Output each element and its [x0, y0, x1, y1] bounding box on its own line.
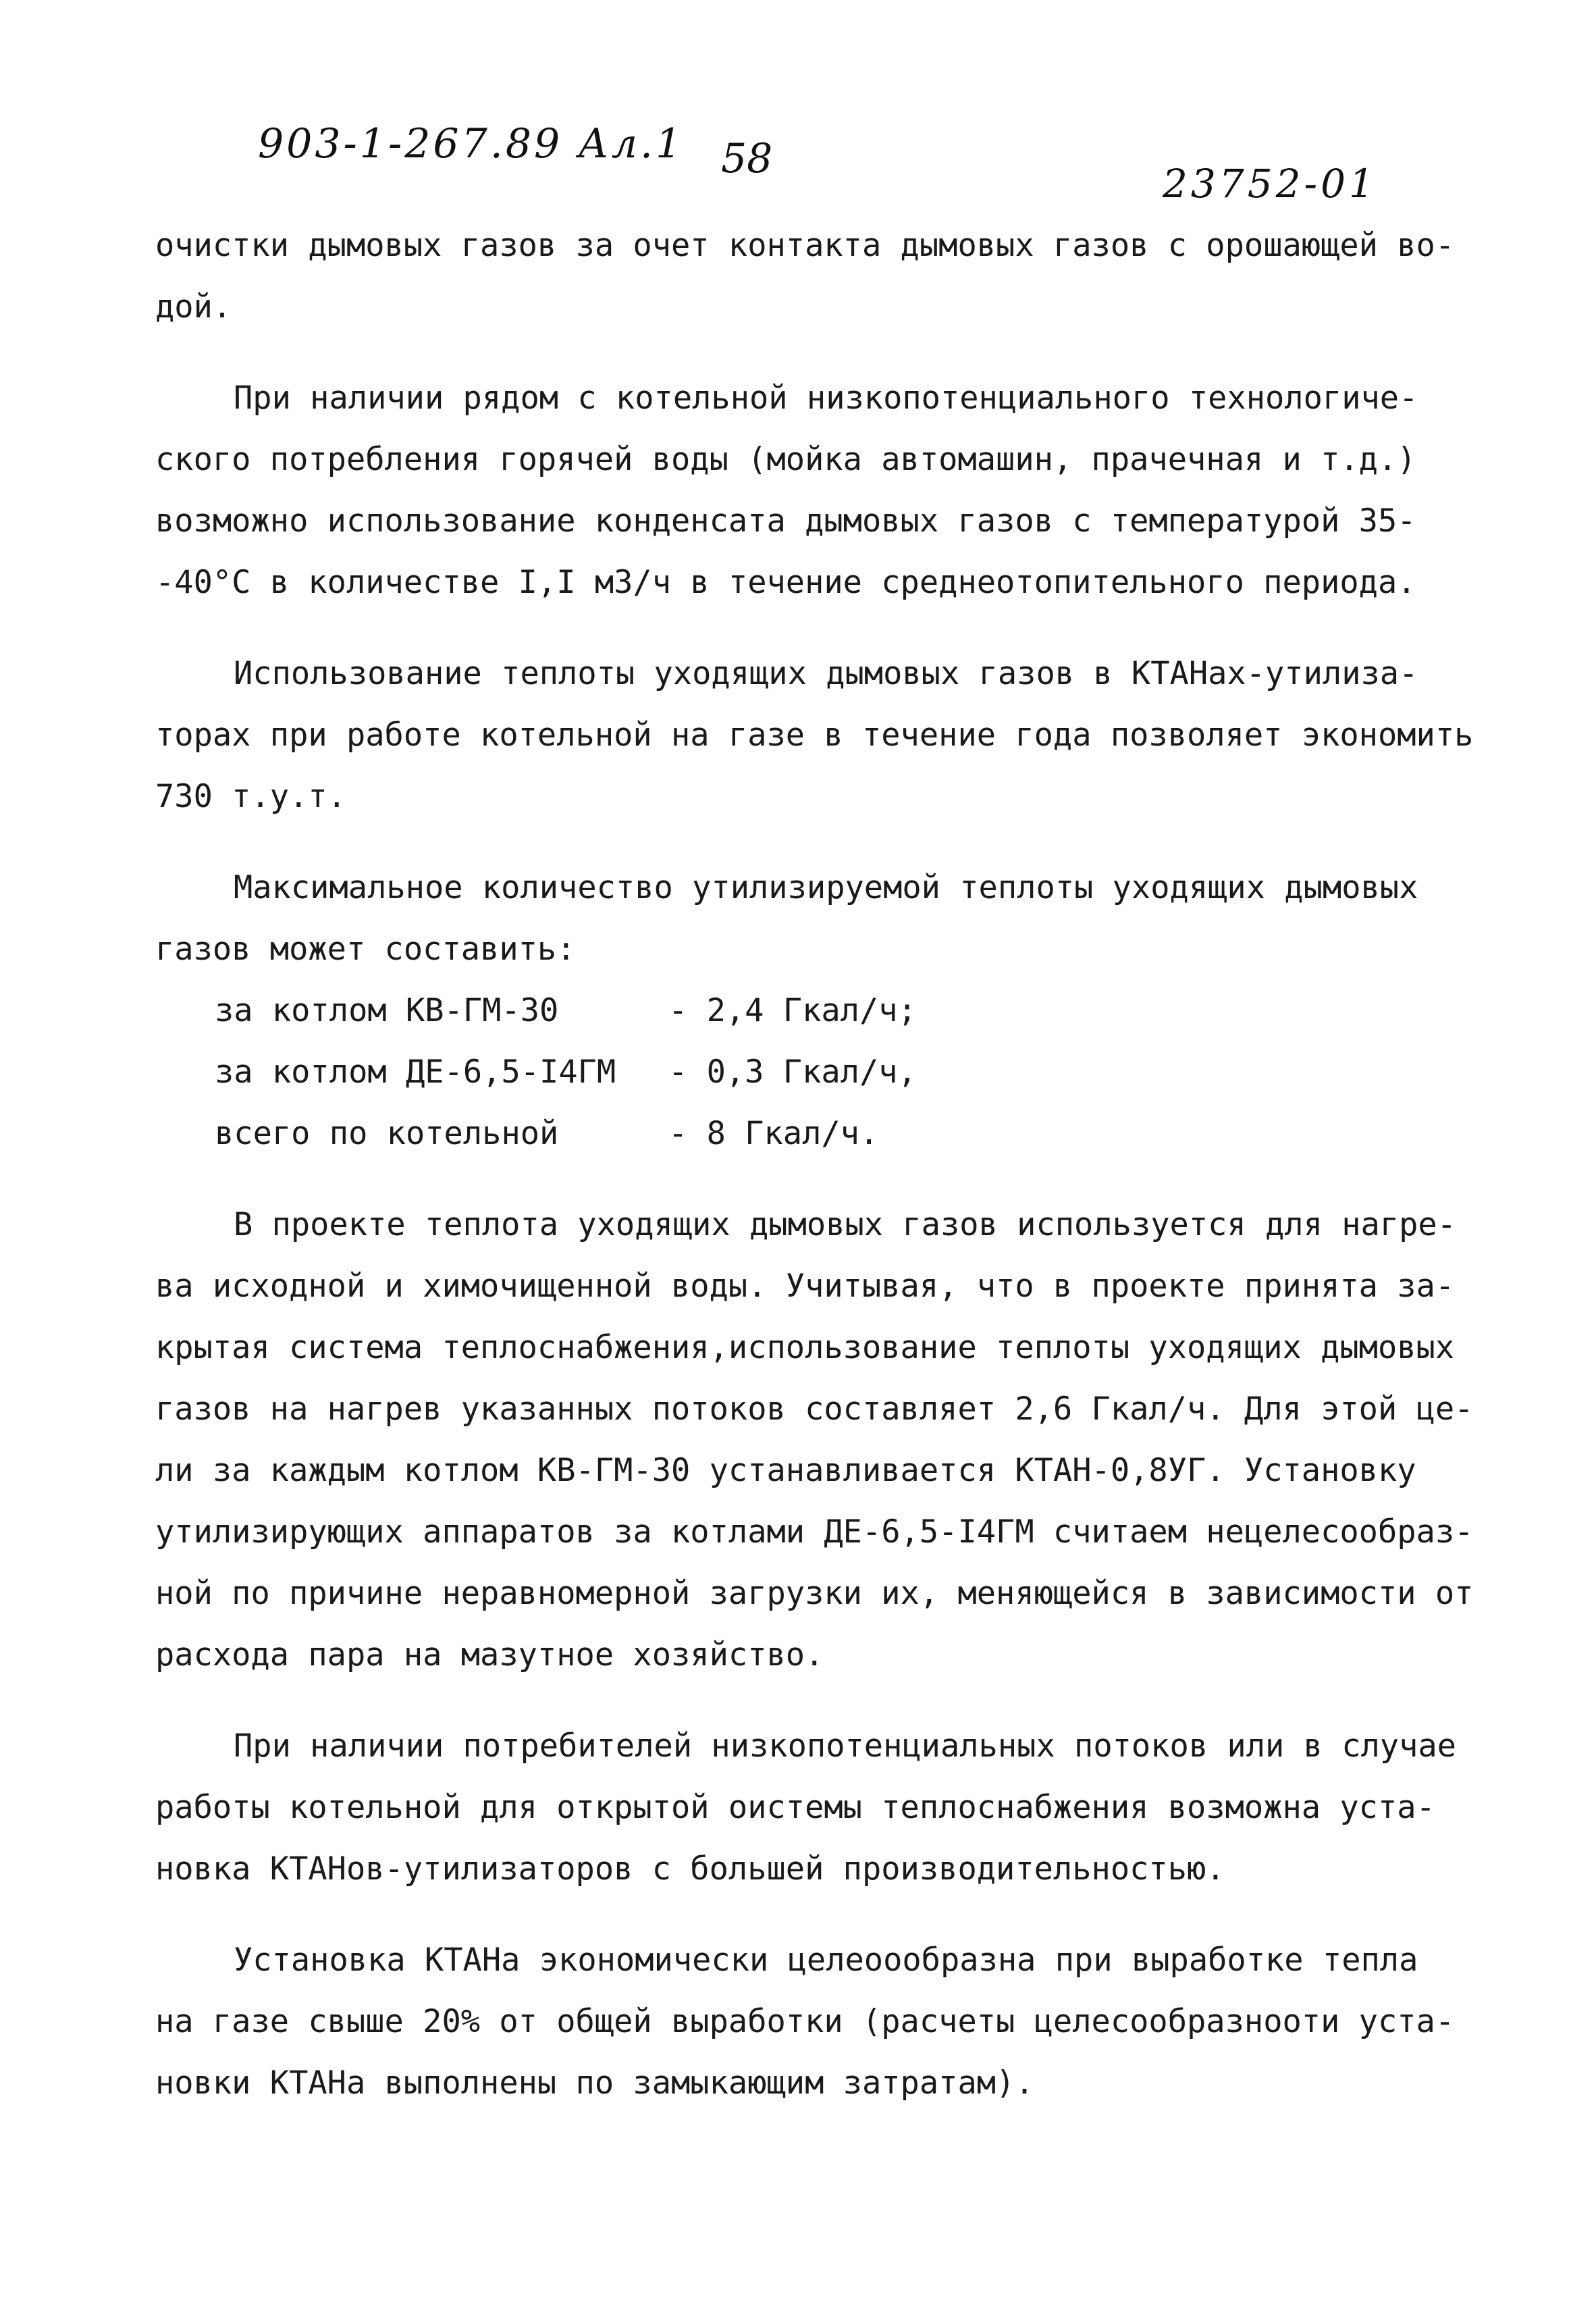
page-number: 58	[721, 135, 773, 182]
paragraph-6	[155, 1715, 1456, 1900]
paragraph-2	[155, 367, 1452, 613]
text-line: 730 т.у.т.	[155, 778, 346, 815]
text-line: новки КТАНа выполнены по замыкающим затратам).	[155, 2064, 1034, 2102]
text-line: Максимальное количество утилизируемой теплоты уходящих дымовых	[234, 869, 1418, 906]
paragraph-4	[155, 857, 1452, 980]
text-line: При наличии потребителей низкопотенциальных потоков или в случае	[234, 1727, 1456, 1765]
text-line: утилизирующих аппаратов за котлами ДЕ-6,5-I4ГМ считаем нецелесообраз-	[155, 1513, 1474, 1551]
list-item	[155, 1103, 1452, 1164]
text-line: ва исходной и химочищенной воды. Учитывая, что в проекте принята за-	[155, 1268, 1455, 1305]
text-line: ной по причине неравномерной загрузки их, меняющейся в зависимости от	[155, 1575, 1474, 1612]
text-line: В проекте теплота уходящих дымовых газов используется для нагре-	[234, 1206, 1456, 1243]
text-line: -40°С в количестве I,I м3/ч в течение среднеотопительного периода.	[155, 564, 1416, 601]
paragraph-3	[155, 643, 1474, 827]
text-line: газов может составить:	[155, 931, 576, 968]
list-item-value: - 2,4 Гкал/ч;	[668, 992, 917, 1029]
text-line: ли за каждым котлом КВ-ГМ-30 устанавливается КТАН-0,8УГ. Установку	[155, 1452, 1416, 1489]
text-line: Использование теплоты уходящих дымовых газов в КТАНах-утилиза-	[234, 655, 1418, 692]
list-item	[155, 980, 1452, 1041]
list-item-label: за котлом ДЕ-6,5-I4ГМ	[215, 1054, 616, 1091]
document-body	[155, 215, 1474, 2114]
text-line: При наличии рядом с котельной низкопотенциального технологиче-	[234, 380, 1418, 417]
text-line: работы котельной для открытой оистемы теплоснабжения возможна уста-	[155, 1789, 1435, 1826]
text-line: дой.	[155, 288, 232, 326]
text-line: очистки дымовых газов за очет контакта дымовых газов с орошающей во-	[155, 227, 1455, 264]
document-code: 903-1-267.89 Ал.1	[258, 120, 685, 167]
list-item-value: - 8 Гкал/ч.	[668, 1115, 879, 1152]
registration-number: 23752-01	[1163, 161, 1377, 207]
heat-list	[155, 980, 1452, 1164]
text-line: на газе свыше 20% от общей выработки (расчеты целесообразноoти уста-	[155, 2003, 1455, 2040]
text-line: возможно использование конденсата дымовых газов с температурой 35-	[155, 502, 1416, 540]
text-line: крытая система теплоснабжения,использование теплоты уходящих дымовых	[155, 1329, 1455, 1366]
paragraph-7	[155, 1929, 1455, 2114]
text-line: Установка КТАНа экономически целеоообразна при выработке тепла	[234, 1942, 1418, 1979]
list-item-label: за котлом КВ-ГМ-30	[215, 992, 559, 1029]
text-line: торах при работе котельной на газе в течение года позволяет экономить	[155, 717, 1474, 754]
list-item-label: всего по котельной	[215, 1115, 559, 1152]
list-item-value: - 0,3 Гкал/ч,	[668, 1054, 917, 1091]
text-line: газов на нагрев указанных потоков составляет 2,6 Гкал/ч. Для этой це-	[155, 1391, 1474, 1428]
list-item	[155, 1041, 1452, 1103]
text-line: новка КТАНов-утилизаторов с большей производительностью.	[155, 1850, 1225, 1888]
paragraph-5	[155, 1194, 1474, 1686]
text-line: расхода пара на мазутное хозяйство.	[155, 1636, 824, 1673]
text-line: ского потребления горячей воды (мойка автомашин, прачечная и т.д.)	[155, 441, 1416, 478]
paragraph-1	[155, 215, 1455, 338]
